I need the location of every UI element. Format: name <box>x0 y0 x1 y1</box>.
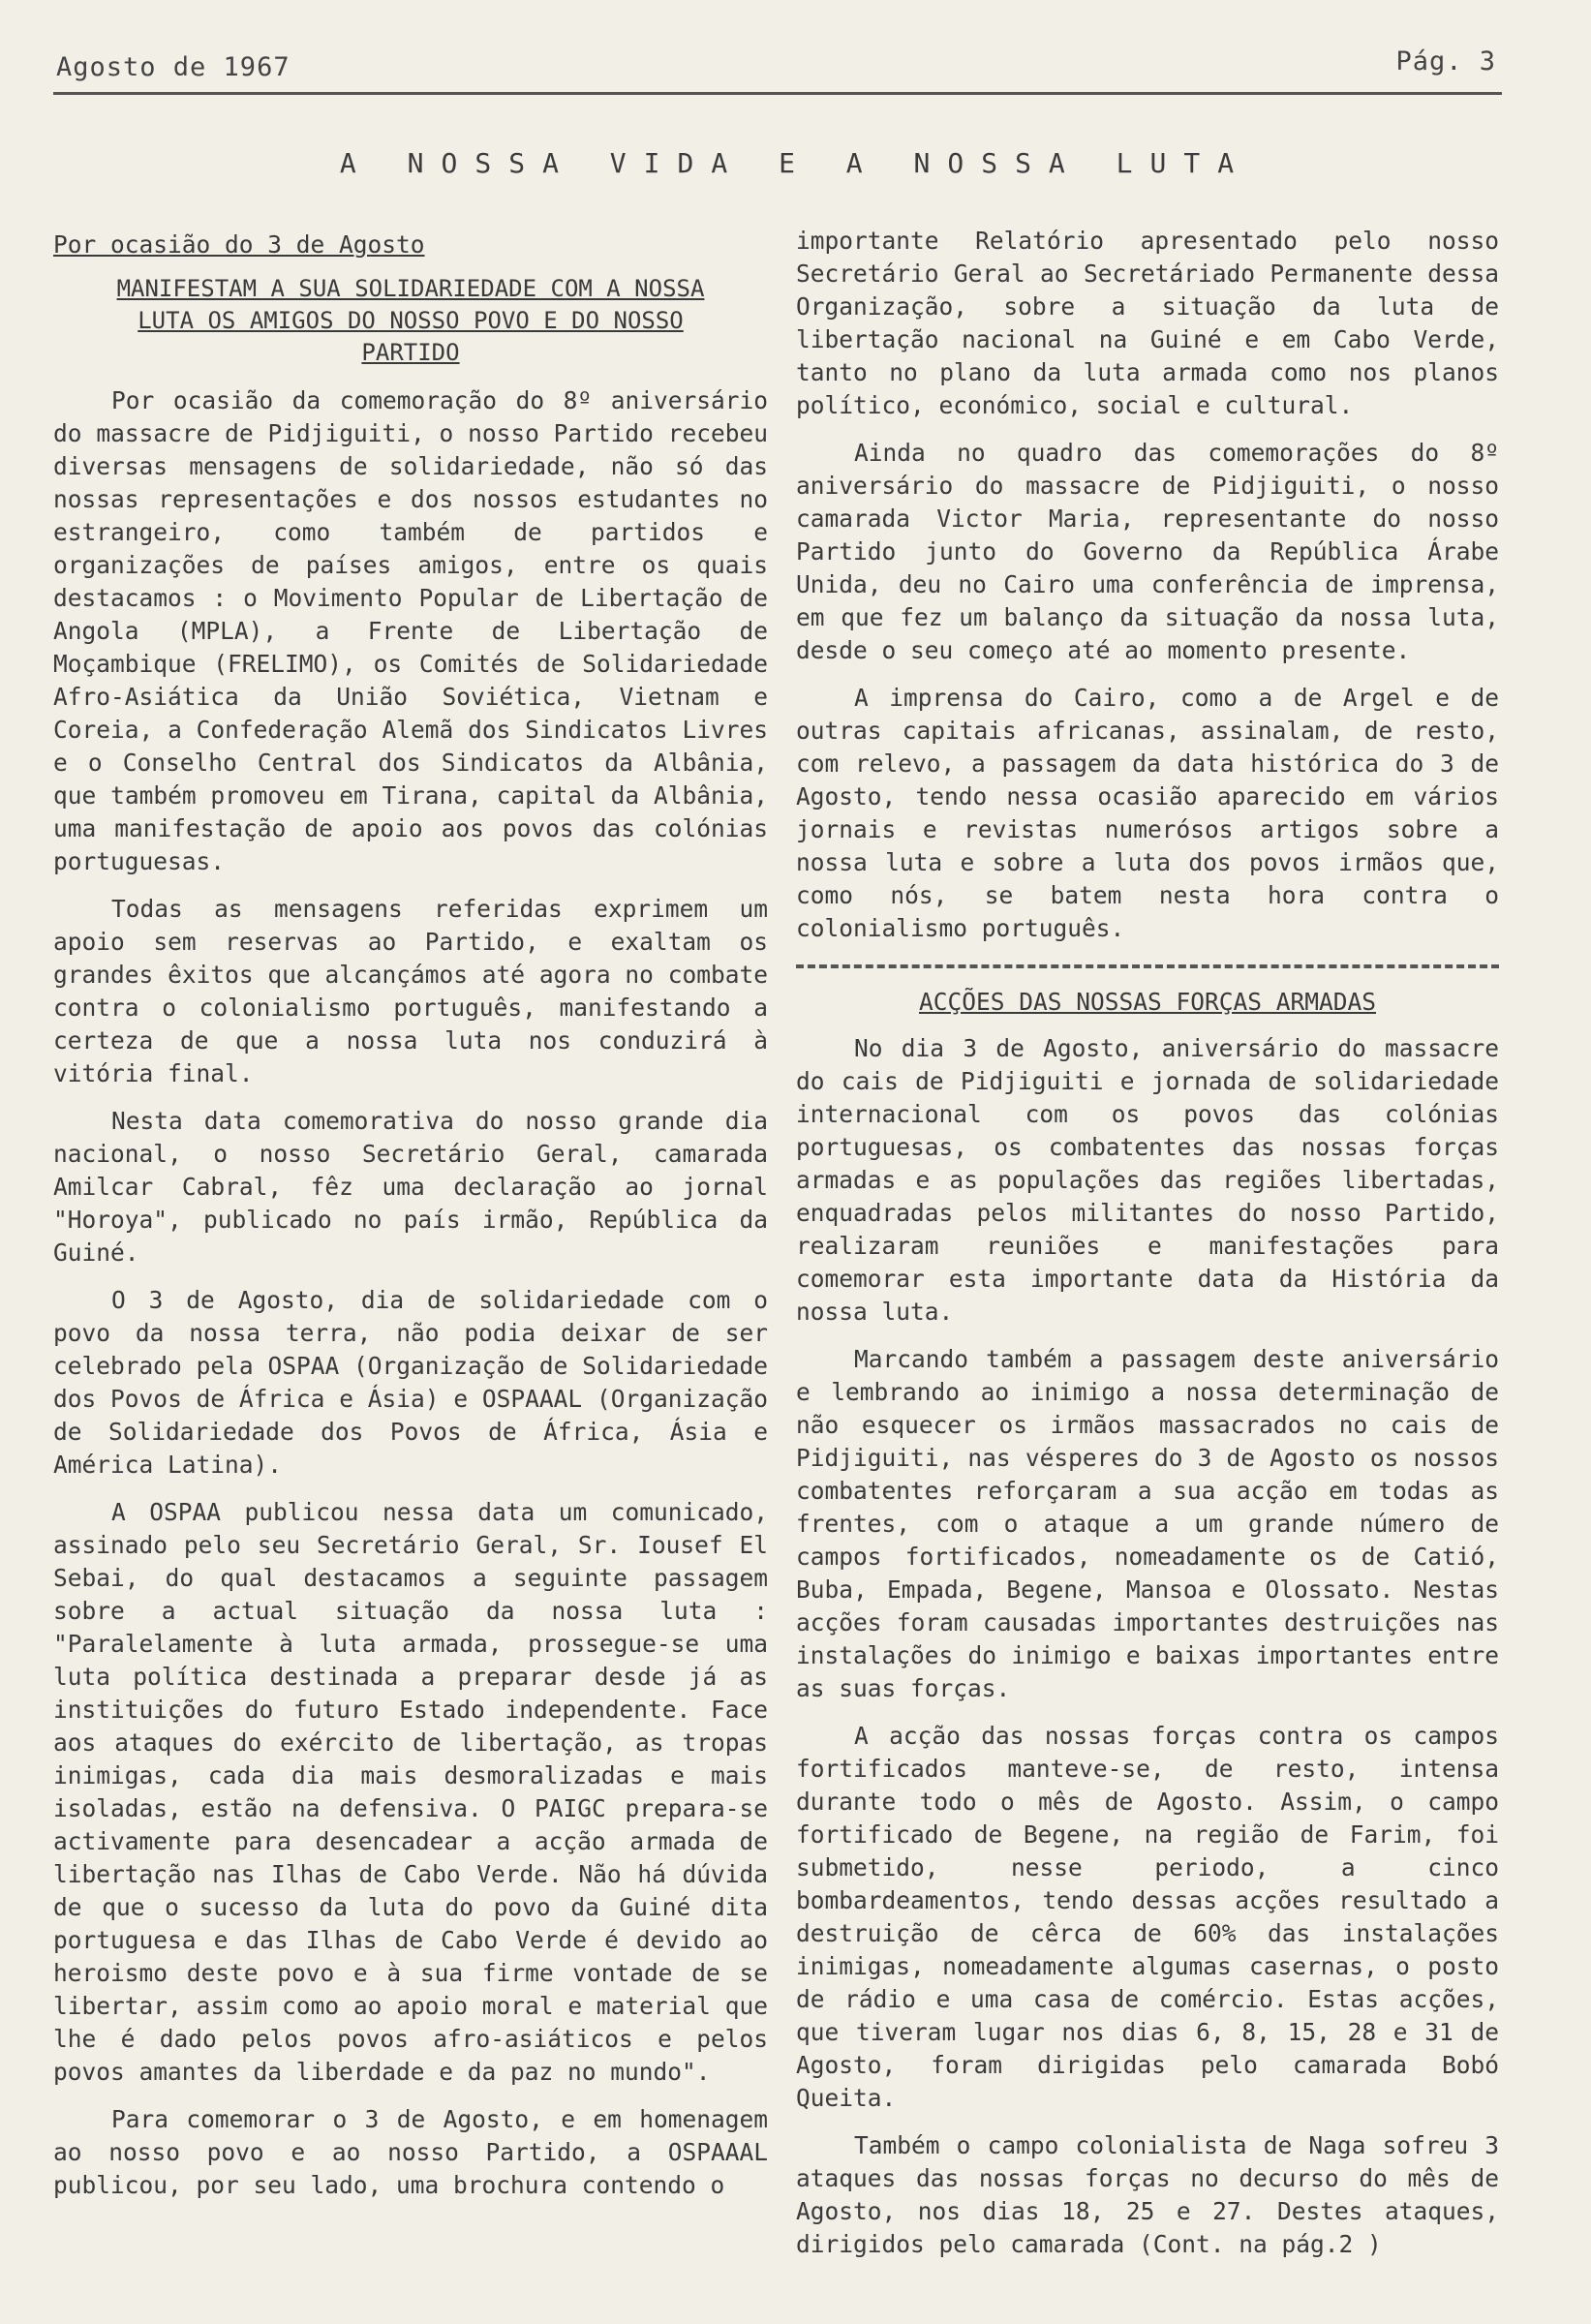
right-column <box>796 225 1499 2276</box>
article-paragraph: A imprensa do Cairo, como a de Argel e de outras capitais africanas, assinalam, de resto, com relevo, a passagem da data histórica do 3 de Agosto, tendo nessa ocasião aparecido em vários jornais e revistas numerósos artigos sobre a nossa luta e sobre a luta dos povos irmãos que, como nós, se batem nesta hora contra o colonialismo português. <box>796 684 1499 942</box>
article-paragraph: Por ocasião da comemoração do 8º aniversário do massacre de Pidjiguiti, o nosso Partido recebeu diversas mensagens de solidariedade, não só das nossas representações e dos nossos estudantes no estrangeiro, como também de partidos e organizações de países amigos, entre os quais destacamos : o Movimento Popular de Libertação de Angola (MPLA), a Frente de Libertação de Moçambique (FRELIMO), os Comités de Solidariedade Afro-Asiática da União Soviética, Vietnam e Coreia, a Confederação Alemã dos Sindicatos Livres e o Conselho Central dos Sindicatos da Albânia, que também promoveu em Tirana, capital da Albânia, uma manifestação de apoio aos povos das colónias portuguesas. <box>53 386 768 875</box>
article-paragraph: Todas as mensagens referidas exprimem um apoio sem reservas ao Partido, e exaltam os grandes êxitos que alcançámos até agora no combate contra o colonialismo português, manifestando a certeza de que a nossa luta nos conduzirá à vitória final. <box>53 895 768 1087</box>
article-paragraph: O 3 de Agosto, dia de solidariedade com o povo da nossa terra, não podia deixar de ser celebrado pela OSPAA (Organização de Solidariedade dos Povos de África e Ásia) e OSPAAAL (Organização de Solidariedade dos Povos de África, Ásia e América Latina). <box>53 1286 768 1479</box>
article-paragraph: Marcando também a passagem deste aniversário e lembrando ao inimigo a nossa determinação de não esquecer os irmãos massacrados no cais de Pidjiguiti, nas vésperes do 3 de Agosto os nossos combatentes reforçaram a sua acção em todas as frentes, com o ataque a um grande número de campos fortificados, nomeadamente os de Catió, Buba, Empada, Begene, Mansoa e Olossato. Nestas acções foram causadas importantes destruições nas instalações do inimigo e baixas importantes entre as suas forças. <box>796 1345 1499 1702</box>
article-continuation: importante Relatório apresentado pelo nosso Secretário Geral ao Secretáriado Permanente dessa Organização, sobre a situação da luta de libertação nacional na Guiné e em Cabo Verde, tanto no plano da luta armada como nos planos político, económico, social e cultural. <box>796 227 1499 419</box>
article-paragraph: A acção das nossas forças contra os campos fortificados manteve-se, de resto, intensa durante todo o mês de Agosto. Assim, o campo fortificado de Begene, na região de Farim, foi submetido, nesse periodo, a cinco bombardeamentos, tendo dessas acções resultado a destruição de cêrca de 60% das instalações inimigas, nomeadamente algumas casernas, o posto de rádio e uma casa de comércio. Estas acções, que tiveram lugar nos dias 6, 8, 15, 28 e 31 de Agosto, foram dirigidas pelo camarada Bobó Queita. <box>796 1722 1499 2112</box>
issue-date: Agosto de 1967 <box>56 52 291 82</box>
section-date-heading: Por ocasião do 3 de Agosto <box>53 230 425 259</box>
section-title: ACÇÕES DAS NOSSAS FORÇAS ARMADAS <box>918 988 1376 1016</box>
article-paragraph: Ainda no quadro das comemorações do 8º aniversário do massacre de Pidjiguiti, o nosso camarada Victor Maria, representante do nosso Partido junto do Governo da República Árabe Unida, deu no Cairo uma conferência de imprensa, em que fez um balanço da situação da nossa luta, desde o seu começo até ao momento presente. <box>796 439 1499 664</box>
left-column <box>53 225 768 2217</box>
article-paragraph: Para comemorar o 3 de Agosto, e em homenagem ao nosso povo e ao nosso Partido, a OSPAAAL publicou, por seu lado, uma brochura contendo o <box>53 2105 768 2199</box>
article-paragraph: Também o campo colonialista de Naga sofreu 3 ataques das nossas forças no decurso do mês de Agosto, nos dias 18, 25 e 27. Destes ataques, dirigidos pelo camarada (Cont. na pág.2 ) <box>796 2131 1499 2258</box>
article-paragraph: A OSPAA publicou nessa data um comunicado, assinado pelo seu Secretário Geral, Sr. Iousef El Sebai, do qual destacamos a seguinte passagem sobre a actual situação da nossa luta : "Paralelamente à luta armada, prossegue-se uma luta política destinada a preparar desde já as instituições do futuro Estado independente. Face aos ataques do exército de libertação, as tropas inimigas, cada dia mais desmoralizadas e mais isoladas, estão na defensiva. O PAIGC prepara-se activamente para desencadear a acção armada de libertação nas Ilhas de Cabo Verde. Não há dúvida de que o sucesso da luta do povo da Guiné dita portuguesa e das Ilhas de Cabo Verde é devido ao heroismo deste povo e à sua firme vontade de se libertar, assim como ao apoio moral e material que lhe é dado pelos povos afro-asiáticos e pelos povos amantes da liberdade e da paz no mundo". <box>53 1498 768 2086</box>
article-paragraph: No dia 3 de Agosto, aniversário do massacre do cais de Pidjiguiti e jornada de solidariedade internacional com os povos das colónias portuguesas, os combatentes das nossas forças armadas e as populações das regiões libertadas, enquadradas pelos militantes do nosso Partido, realizaram reuniões e manifestações para comemorar esta importante data da História da nossa luta. <box>796 1034 1499 1326</box>
header-rule <box>53 92 1502 95</box>
article-headline: MANIFESTAM A SUA SOLIDARIEDADE COM A NOSSA LUTA OS AMIGOS DO NOSSO POVO E DO NOSSO PARTIDO <box>116 275 705 366</box>
page-number: Pág. 3 <box>1395 46 1496 76</box>
article-paragraph: Nesta data comemorativa do nosso grande dia nacional, o nosso Secretário Geral, camarada Amilcar Cabral, fêz uma declaração ao jornal "Horoya", publicado no país irmão, República da Guiné. <box>53 1107 768 1267</box>
masthead-title: A NOSSA VIDA E A NOSSA LUTA <box>339 147 1252 179</box>
section-divider <box>796 964 1499 968</box>
